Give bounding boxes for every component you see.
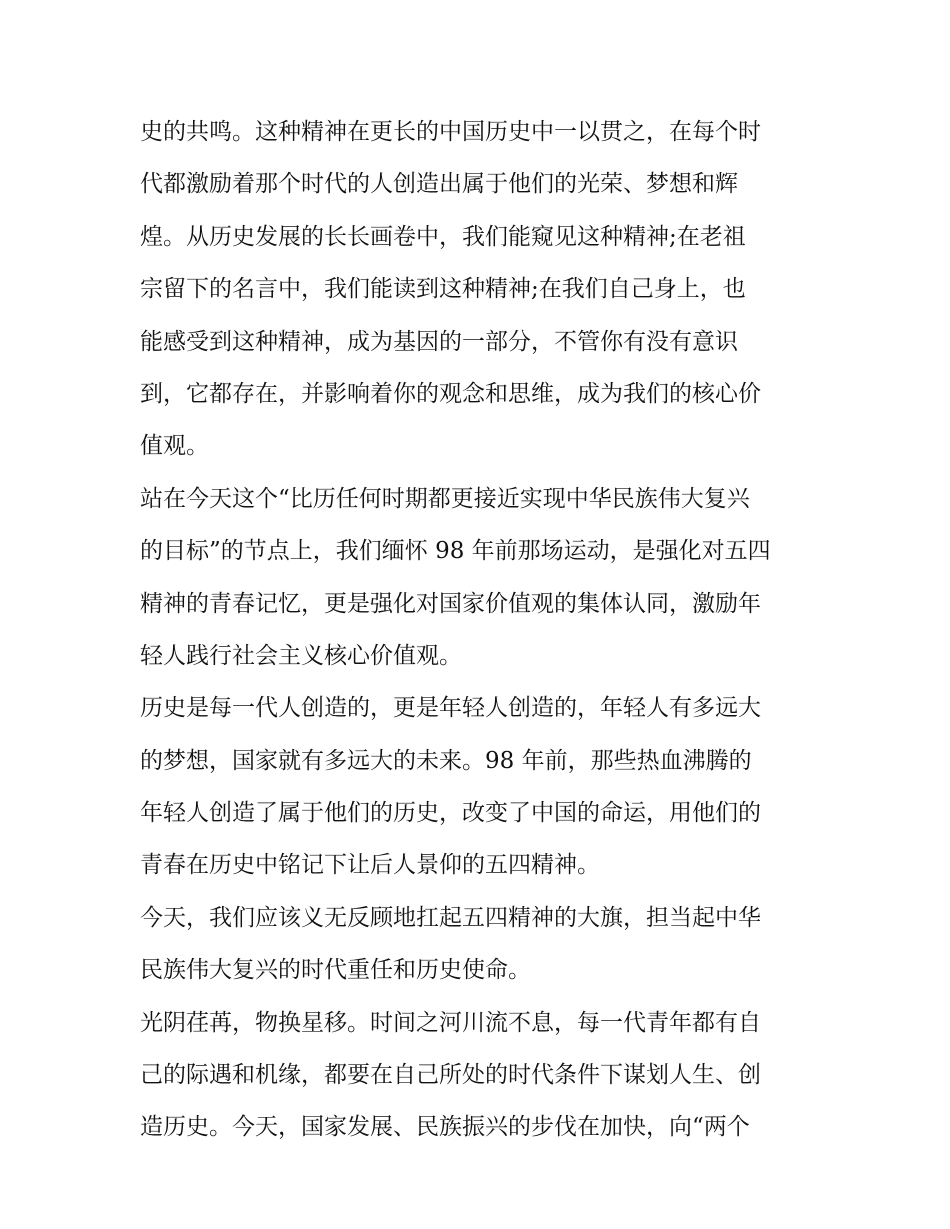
text-line: 今天，我们应该义无反顾地扛起五四精神的大旗，担当起中华 <box>140 904 761 931</box>
text-line: 宗留下的名言中，我们能读到这种精神;在我们自己身上，也 <box>140 276 746 303</box>
text-line: 精神的青春记忆，更是强化对国家价值观的集体认同，激励年 <box>140 590 761 617</box>
text-line: 值观。 <box>140 433 209 460</box>
text-line: 到，它都存在，并影响着你的观念和思维，成为我们的核心价 <box>140 380 761 407</box>
text-line: 年轻人创造了属于他们的历史，改变了中国的命运，用他们的 <box>140 800 761 827</box>
text-line: 光阴荏苒，物换星移。时间之河川流不息，每一代青年都有自 <box>140 1009 761 1036</box>
text-body <box>140 106 820 1154</box>
text-line: 站在今天这个“比历任何时期都更接近实现中华民族伟大复兴 <box>140 485 750 512</box>
text-line: 煌。从历史发展的长长画卷中，我们能窥见这种精神;在老祖 <box>140 223 746 250</box>
text-line: 代都激励着那个时代的人创造出属于他们的光荣、梦想和辉 <box>140 171 738 198</box>
text-line: 历史是每一代人创造的，更是年轻人创造的，年轻人有多远大 <box>140 695 761 722</box>
text-line: 己的际遇和机缘，都要在自己所处的时代条件下谋划人生、创 <box>140 1062 761 1089</box>
text-line: 青春在历史中铭记下让后人景仰的五四精神。 <box>140 852 600 879</box>
text-line: 的目标”的节点上，我们缅怀 98 年前那场运动，是强化对五四 <box>140 538 771 565</box>
text-line: 轻人践行社会主义核心价值观。 <box>140 642 462 669</box>
text-line: 民族伟大复兴的时代重任和历史使命。 <box>140 957 531 984</box>
text-line: 能感受到这种精神，成为基因的一部分，不管你有没有意识 <box>140 328 738 355</box>
text-line: 史的共鸣。这种精神在更长的中国历史中一以贯之，在每个时 <box>140 119 761 145</box>
text-line: 造历史。今天，国家发展、民族振兴的步伐在加快，向“两个 <box>140 1114 750 1141</box>
text-line: 的梦想，国家就有多远大的未来。98 年前，那些热血沸腾的 <box>140 747 752 774</box>
